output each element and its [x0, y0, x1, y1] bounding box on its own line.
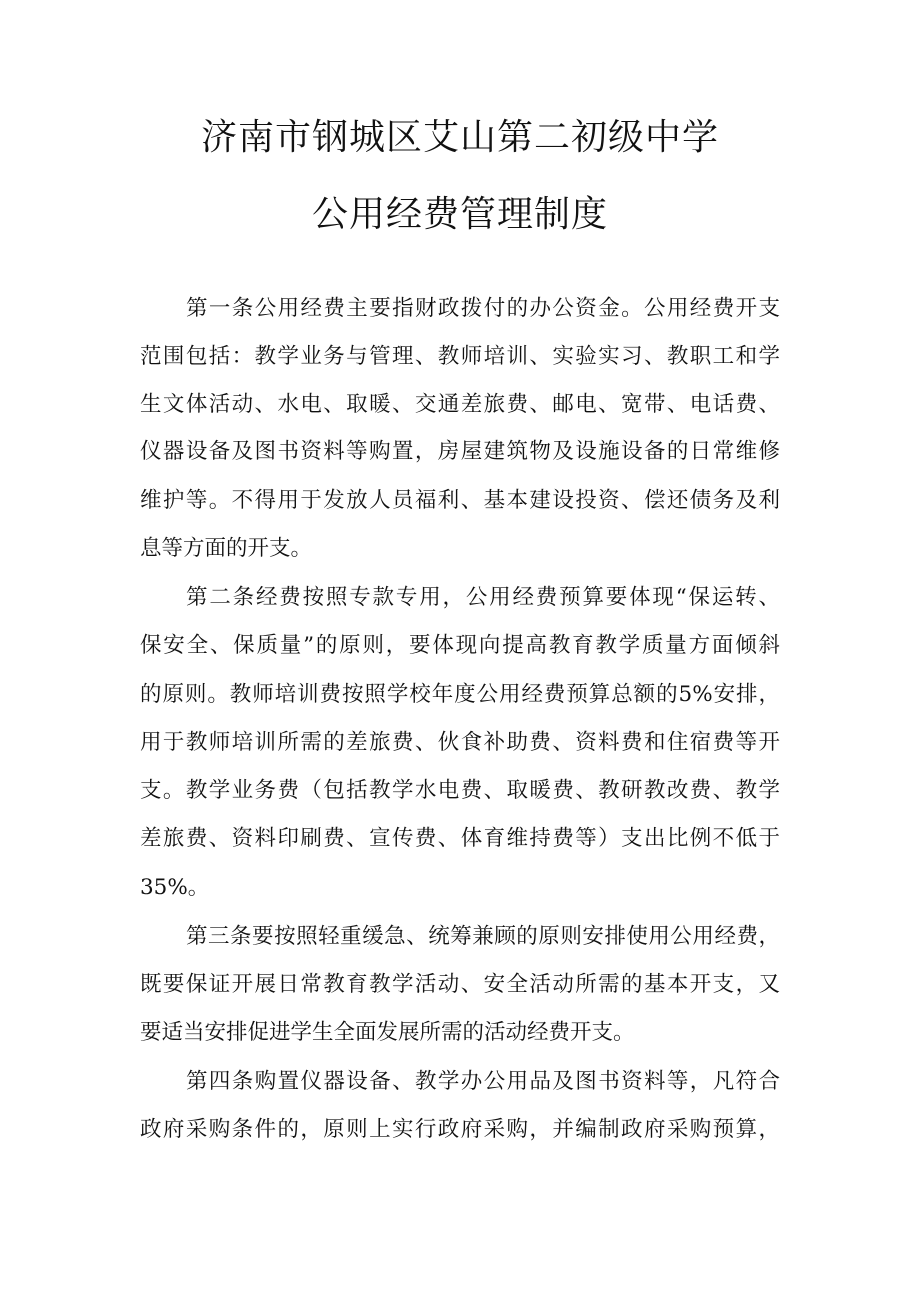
article-3-line: 要适当安排促进学生全面发展所需的活动经费开支。 [140, 1020, 635, 1045]
article-3-line: 既要保证开展日常教育教学活动、安全活动所需的基本开支，又 [140, 972, 780, 997]
article-4-line: 第四条购置仪器设备、教学办公用品及图书资料等，凡符合 [186, 1069, 780, 1094]
article-2-line: 差旅费、资料印刷费、宣传费、体育维持费等）支出比例不低于 [140, 826, 780, 851]
article-2-line: 的原则。教师培训费按照学校年度公用经费预算总额的5%安排， [140, 682, 780, 707]
article-2-line: 保安全、保质量”的原则，要体现向提高教育教学质量方面倾斜 [140, 633, 780, 658]
article-1-line: 范围包括：教学业务与管理、教师培训、实验实习、教职工和学 [140, 344, 780, 369]
article-1-line: 仪器设备及图书资料等购置，房屋建筑物及设施设备的日常维修 [140, 439, 780, 464]
article-4-line: 政府采购条件的，原则上实行政府采购，并编制政府采购预算， [140, 1117, 780, 1142]
article-1-line: 息等方面的开支。 [140, 536, 313, 561]
document-title-line-2: 公用经费管理制度 [311, 194, 608, 235]
article-1-line: 维护等。不得用于发放人员福利、基本建设投资、偿还债务及利 [140, 488, 780, 513]
article-1-line: 第一条公用经费主要指财政拨付的办公资金。公用经费开支 [186, 296, 780, 321]
article-2-line: 第二条经费按照专款专用，公用经费预算要体现“保运转、 [186, 585, 780, 610]
article-2-line: 用于教师培训所需的差旅费、伙食补助费、资料费和住宿费等开 [140, 730, 780, 755]
article-2-line: 支。教学业务费（包括教学水电费、取暖费、教研教改费、教学 [140, 778, 780, 803]
document-title-line-1: 济南市钢城区艾山第二初级中学 [200, 117, 719, 158]
article-2-line: 35%。 [140, 875, 210, 900]
article-1-line: 生文体活动、水电、取暖、交通差旅费、邮电、宽带、电话费、 [140, 392, 780, 417]
article-3-line: 第三条要按照轻重缓急、统筹兼顾的原则安排使用公用经费， [186, 924, 780, 949]
